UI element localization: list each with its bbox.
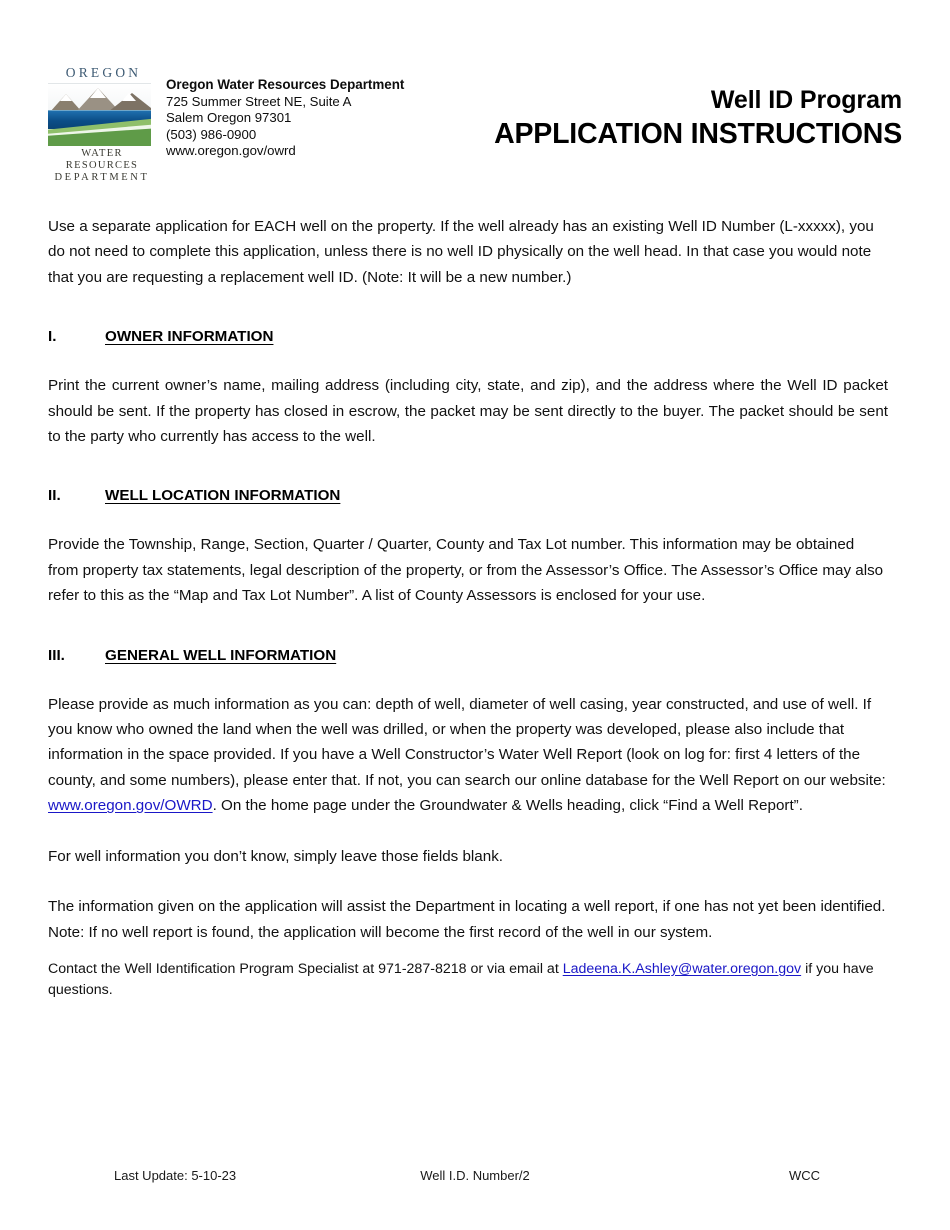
spacer xyxy=(48,507,888,532)
spacer xyxy=(48,348,888,373)
document-footer xyxy=(0,1168,950,1190)
general-well-text-part-2: . On the home page under the Groundwater & Wells heading, click “Find a Well Report”. xyxy=(212,797,803,815)
section-label: OWNER INFORMATION xyxy=(105,328,274,346)
spacer xyxy=(48,290,888,326)
document-body xyxy=(48,214,888,1001)
owrd-website-link[interactable]: www.oregon.gov/OWRD xyxy=(48,797,213,815)
logo-wordmark-oregon: OREGON xyxy=(65,65,142,80)
agency-name: Oregon Water Resources Department xyxy=(166,77,405,92)
spacer xyxy=(48,945,888,959)
contact-text-after-email: if you have questions. xyxy=(48,960,874,998)
contact-paragraph xyxy=(48,959,888,1001)
logo-mountain-center-snow xyxy=(90,88,106,98)
section-heading-owner-information xyxy=(48,326,888,348)
footer-document-reference: Well I.D. Number/2 xyxy=(420,1168,530,1183)
page-title: APPLICATION INSTRUCTIONS xyxy=(494,118,902,150)
agency-website: www.oregon.gov/owrd xyxy=(166,143,296,159)
spacer xyxy=(48,667,888,692)
section-numeral: III. xyxy=(48,646,65,664)
document-title-block xyxy=(494,84,902,152)
logo-subtitle-line-1: WATER RESOURCES xyxy=(65,147,139,171)
agency-contact-block xyxy=(166,77,404,160)
spacer xyxy=(48,609,888,645)
contact-text-before-email: Contact the Well Identification Program Specialist at 971-287-8218 or via email at xyxy=(48,960,563,977)
section-label: WELL LOCATION INFORMATION xyxy=(105,487,341,505)
section-heading-well-location-information xyxy=(48,485,888,507)
blank-fields-paragraph: For well information you don’t know, simply leave those fields blank. xyxy=(48,847,504,865)
section-numeral: II. xyxy=(48,487,61,505)
agency-address-line-1: 725 Summer Street NE, Suite A xyxy=(166,93,352,109)
section-body-owner-information: Print the current owner’s name, mailing address (including city, state, and zip), and the address where the Well ID packet should be sent. If the property has closed in escrow, the packet may be sent directly to the buyer. The packet should be sent to the party who currently has access to the well. xyxy=(48,377,888,446)
logo-mountain-left-snow xyxy=(60,94,72,101)
footer-code: WCC xyxy=(789,1168,821,1183)
spacer xyxy=(48,869,888,894)
general-well-text-part-1: Please provide as much information as you can: depth of well, diameter of well casing, year constructed, and use of well. If you know who owned the land when the well was drilled, or when the property was developed, please also include that information in the space provided. If you have a Well Constructor’s Water Well Report (look on log for: first 4 letters of the county, and some numbers), please enter that. If not, you can search our online database for the Well Report on our website: xyxy=(48,695,886,789)
section-heading-general-well-information xyxy=(48,645,888,667)
agency-phone: (503) 986-0900 xyxy=(166,126,257,142)
agency-address-line-2: Salem Oregon 97301 xyxy=(166,110,292,126)
contact-email-link[interactable]: Ladeena.K.Ashley@water.oregon.gov xyxy=(562,960,802,977)
logo-mountain-right-snow xyxy=(122,93,136,101)
logo-subtitle xyxy=(48,148,156,185)
owrd-logo xyxy=(48,66,156,184)
section-numeral: I. xyxy=(48,328,57,346)
program-title: Well ID Program xyxy=(710,86,902,114)
section-body-well-location-information: Provide the Township, Range, Section, Quarter / Quarter, County and Tax Lot number. This information may be obtained from property tax statements, legal description of the property, or from the Assessor’s Office. The Assessor’s Office may also refer to this as the “Map and Tax Lot Number”. A list of County Assessors is enclosed for your use. xyxy=(48,536,884,605)
section-body-general-well-information xyxy=(48,692,888,819)
spacer xyxy=(48,449,888,485)
well-report-record-paragraph: The information given on the application will assist the Department in locating a well report, if one has not yet been identified. Note: If no well report is found, the application will become the first record of the well in our system. xyxy=(48,898,886,941)
logo-subtitle-line-2: DEPARTMENT xyxy=(54,171,150,183)
footer-last-update: Last Update: 5-10-23 xyxy=(114,1168,237,1183)
document-header xyxy=(48,62,902,182)
section-label: GENERAL WELL INFORMATION xyxy=(105,646,337,664)
spacer xyxy=(48,819,888,844)
logo-landscape-image xyxy=(48,83,151,146)
intro-paragraph: Use a separate application for EACH well on the property. If the well already has an existing Well ID Number (L-xxxxx), you do not need to complete this application, unless there is no well ID physically on the well head. In that case you would note that you are requesting a replacement well ID. (Note: It will be a new number.) xyxy=(48,218,874,286)
